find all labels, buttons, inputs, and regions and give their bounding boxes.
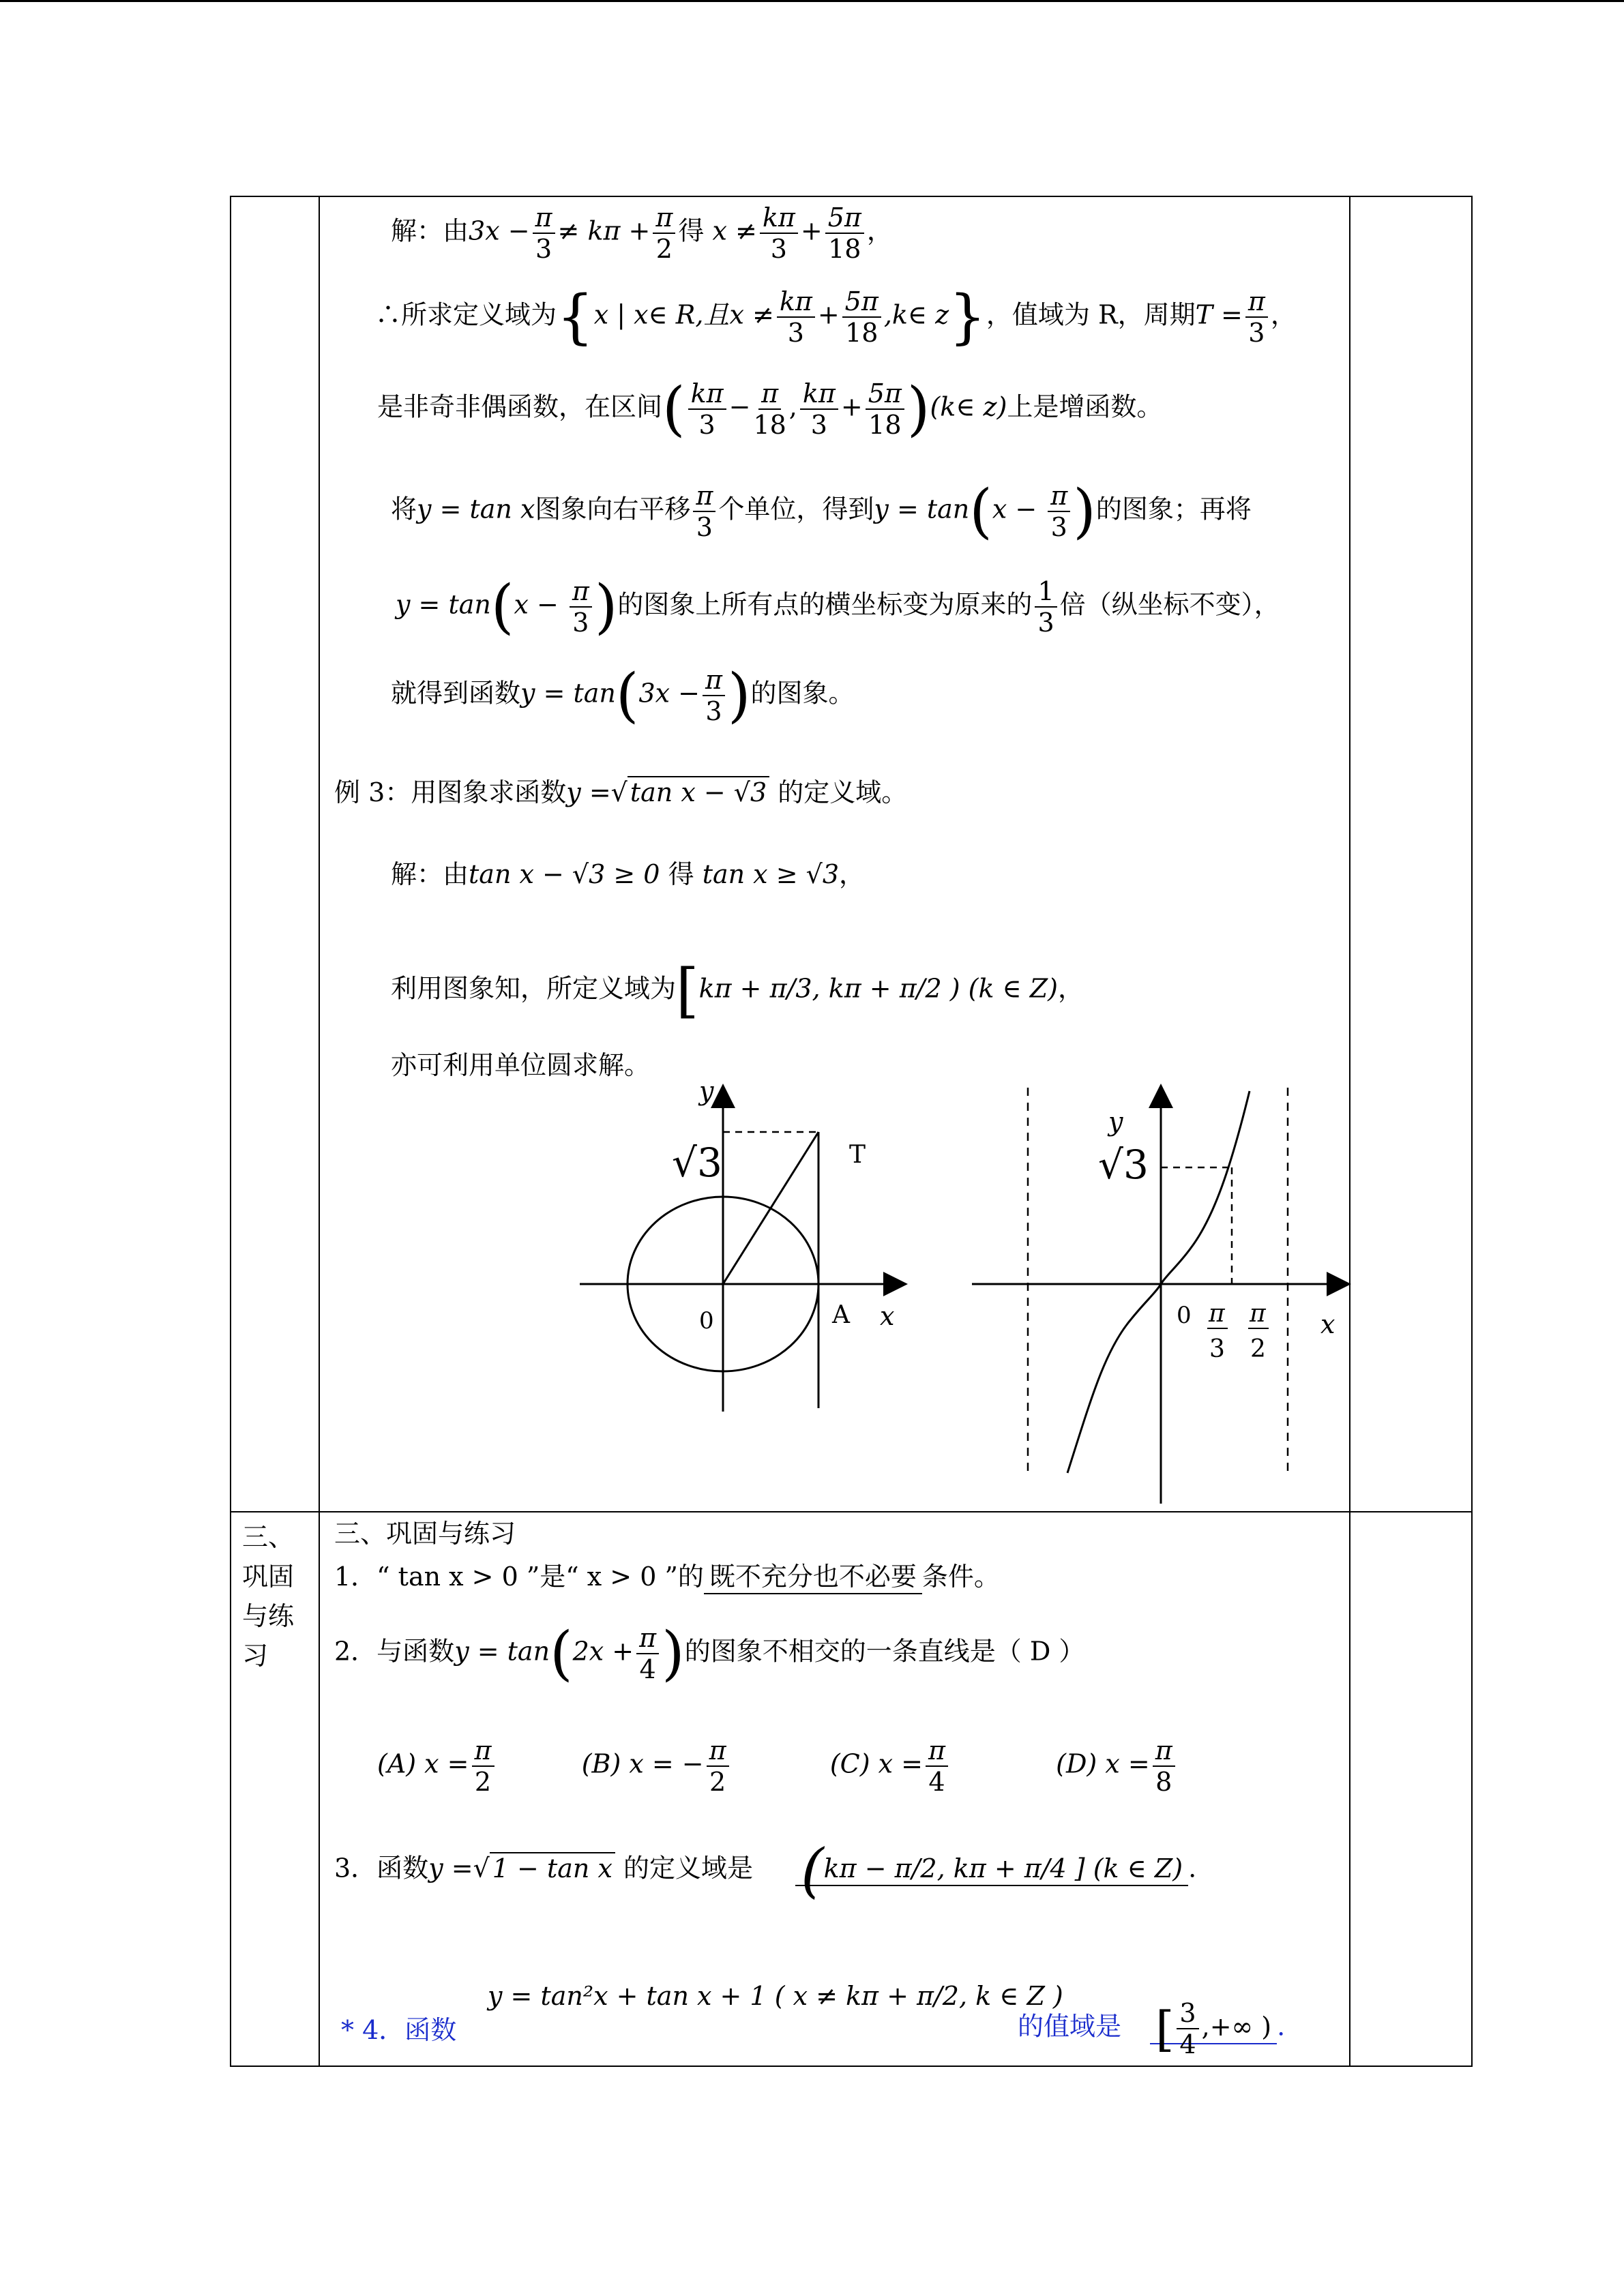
table-line-col1 (319, 196, 320, 2067)
question-2: 2．与函数y = tan(2x + $\frac{\pi}{4}$ )的图象不相交的一条直线是（ D ） (334, 1620, 1085, 1688)
label-x: x (880, 1301, 895, 1331)
tan-curve (1067, 1091, 1250, 1473)
label-sqrt3: √3 (1098, 1142, 1149, 1188)
question-1: 1．“ tan x > 0 ”是“ x > 0 ”的 既不充分也不必要 条件。 (334, 1562, 1000, 1592)
q4-answer: [ $\frac{3}{4}$ ,+∞ ) (1150, 2012, 1277, 2044)
label-origin: 0 (1177, 1302, 1192, 1329)
label-sqrt3: √3 (672, 1139, 722, 1186)
option-c: (C) x = (829, 1748, 923, 1779)
label-pi2-num: π (1250, 1300, 1266, 1328)
option-a: (A) x = (377, 1748, 469, 1779)
q4-value-range: 的值域是 [ $\frac{3}{4}$ ,+∞ ) . (1018, 1998, 1286, 2059)
q2-options: (A) x = $\frac{\pi}{2}$ (B) x = − $\frac{\pi}{2}$ (C) x = $\frac{\pi}{4}$ (D) x = $\frac{\pi}{8}$ (377, 1735, 1178, 1797)
label-pi3-num: π (1209, 1300, 1225, 1328)
q1-answer: 既不充分也不必要 (704, 1562, 922, 1594)
example3-domain: 利用图象知，所定义域为[kπ + π/3, kπ + π/2 ) (k ∈ Z)， (391, 957, 1084, 1025)
unit-circle-figure (573, 1077, 928, 1418)
table-line-right (1471, 196, 1473, 2067)
q4-function: y = tan²x + tan x + 1 ( x ≠ kπ + π/2, k ∈ Z ) (488, 1981, 1063, 2011)
label-pi2-den: 2 (1250, 1335, 1266, 1363)
example3-title: 例 3：用图象求函数y =√ tan x − √3 的定义域。 (334, 777, 908, 807)
label-A: A (832, 1301, 850, 1329)
label-origin: 0 (699, 1307, 714, 1335)
question-4: * 4．函数 (341, 2015, 457, 2045)
table-line-top (230, 196, 1473, 197)
solution-line-2: ∴所求定义域为{x | x∈ R,且x ≠ $\frac{k\pi}{3}$ + $\frac{5\pi}{18}$ ,k∈ z}，值域为 R，周期T = $\frac{\pi}{3}$ ， (375, 283, 1297, 351)
terminal-ray (723, 1132, 818, 1284)
solution-line-6: 就得到函数y = tan(3x − $\frac{\pi}{3}$ )的图象。 (391, 661, 855, 730)
label-T: T (849, 1141, 866, 1169)
label-y: y (1108, 1107, 1123, 1137)
top-border (0, 0, 1624, 2)
option-b: (B) x = − (581, 1748, 704, 1779)
practice-heading: 三、巩固与练习 (334, 1519, 516, 1549)
tan-graph-figure (962, 1077, 1357, 1514)
table-line-bottom (230, 2066, 1473, 2067)
solution-line-4: 将y = tan x图象向右平移 $\frac{\pi}{3}$ 个单位，得到y = tan(x − $\frac{\pi}{3}$ )的图象；再将 (391, 477, 1252, 546)
table-line-left (230, 196, 231, 2067)
solution-line-3: 是非奇非偶函数，在区间( $\frac{k\pi}{3}$ − $\frac{\pi}{18}$ , $\frac{k\pi}{3}$ + $\frac{5\pi}{18}$ )(k∈ z)上是增函数。 (377, 375, 1163, 443)
question-3: 3．函数y =√ 1 − tan x 的定义域是 (kπ − π/2, kπ + π/4 ] (k ∈ Z) . (334, 1836, 1197, 1905)
example3-alt: 亦可利用单位圆求解。 (391, 1050, 651, 1080)
q3-answer: (kπ − π/2, kπ + π/4 ] (k ∈ Z) (795, 1853, 1188, 1886)
label-pi3-den: 3 (1209, 1335, 1225, 1363)
label-x: x (1320, 1309, 1335, 1339)
label-y: y (699, 1077, 714, 1106)
left-cell-label: 三、 巩固 与练 习 (242, 1522, 295, 1671)
option-d: (D) x = (1056, 1748, 1150, 1779)
example3-solution: 解：由tan x − √3 ≥ 0 得 tan x ≥ √3， (391, 859, 866, 889)
solution-line-1: 解：由3x − $\frac{\pi}{3}$ ≠ kπ + $\frac{\pi}{2}$ 得 x ≠ $\frac{k\pi}{3}$ + $\frac{5\pi}{18}$ ， (391, 203, 893, 264)
solution-line-5: y = tan(x − $\frac{\pi}{3}$ )的图象上所有点的横坐标变为原来的 $\frac{1}{3}$ 倍（纵坐标不变）， (396, 573, 1280, 641)
